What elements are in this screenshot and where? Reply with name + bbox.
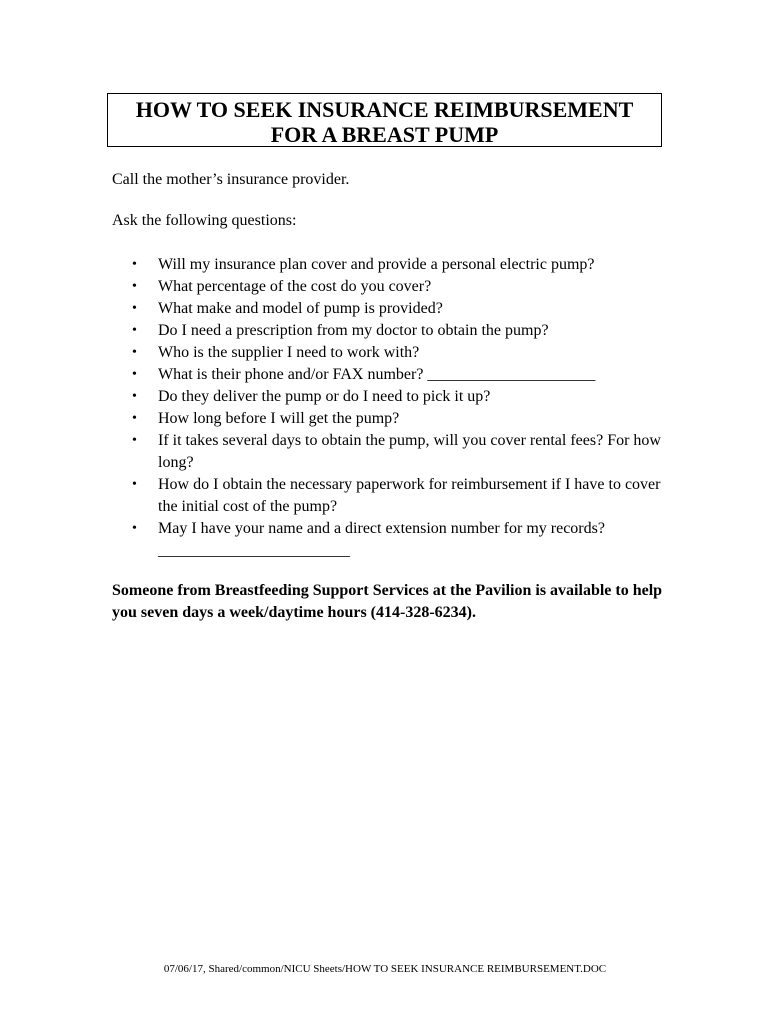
bullet-icon: • <box>132 257 137 272</box>
question-item <box>112 386 672 408</box>
title-line-1: HOW TO SEEK INSURANCE REIMBURSEMENT <box>135 97 634 122</box>
support-services-note: Someone from Breastfeeding Support Services at the Pavilion is available to help you seven days a week/daytime hours (414-328-6234). <box>112 582 663 621</box>
bullet-icon: • <box>132 345 137 360</box>
intro-ask-questions: Ask the following questions: <box>112 212 297 229</box>
question-item <box>112 518 672 562</box>
title-line-2: FOR A BREAST PUMP <box>270 122 499 147</box>
question-item <box>112 254 672 276</box>
bullet-icon: • <box>132 389 137 404</box>
question-text: If it takes several days to obtain the pump, will you cover rental fees? For how long? <box>158 432 661 471</box>
title-box <box>107 93 662 147</box>
question-text: What percentage of the cost do you cover? <box>158 278 432 295</box>
bullet-icon: • <box>132 323 137 338</box>
bullet-icon: • <box>132 411 137 426</box>
intro-call-provider: Call the mother’s insurance provider. <box>112 171 350 188</box>
bullet-icon: • <box>132 367 137 382</box>
question-text: What make and model of pump is provided? <box>158 300 443 317</box>
question-text: What is their phone and/or FAX number? _____________________ <box>158 366 596 383</box>
bullet-icon: • <box>132 279 137 294</box>
bullet-icon: • <box>132 521 137 536</box>
question-item <box>112 298 672 320</box>
question-item <box>112 276 672 298</box>
question-text: Will my insurance plan cover and provide a personal electric pump? <box>158 256 595 273</box>
bullet-icon: • <box>132 477 137 492</box>
bullet-icon: • <box>132 433 137 448</box>
question-item <box>112 364 672 386</box>
question-item <box>112 342 672 364</box>
question-text: Do they deliver the pump or do I need to pick it up? <box>158 388 491 405</box>
question-text: Who is the supplier I need to work with? <box>158 344 420 361</box>
question-text: Do I need a prescription from my doctor to obtain the pump? <box>158 322 549 339</box>
question-item <box>112 430 672 474</box>
question-text: How long before I will get the pump? <box>158 410 400 427</box>
question-item <box>112 474 672 518</box>
question-text: May I have your name and a direct extension number for my records? ________________________ <box>158 520 605 559</box>
question-item <box>112 320 672 342</box>
question-item <box>112 408 672 430</box>
question-list <box>112 254 672 562</box>
bullet-icon: • <box>132 301 137 316</box>
footer-file-path: 07/06/17, Shared/common/NICU Sheets/HOW TO SEEK INSURANCE REIMBURSEMENT.DOC <box>163 963 607 975</box>
question-text: How do I obtain the necessary paperwork for reimbursement if I have to cover the initial cost of the pump? <box>158 476 661 515</box>
